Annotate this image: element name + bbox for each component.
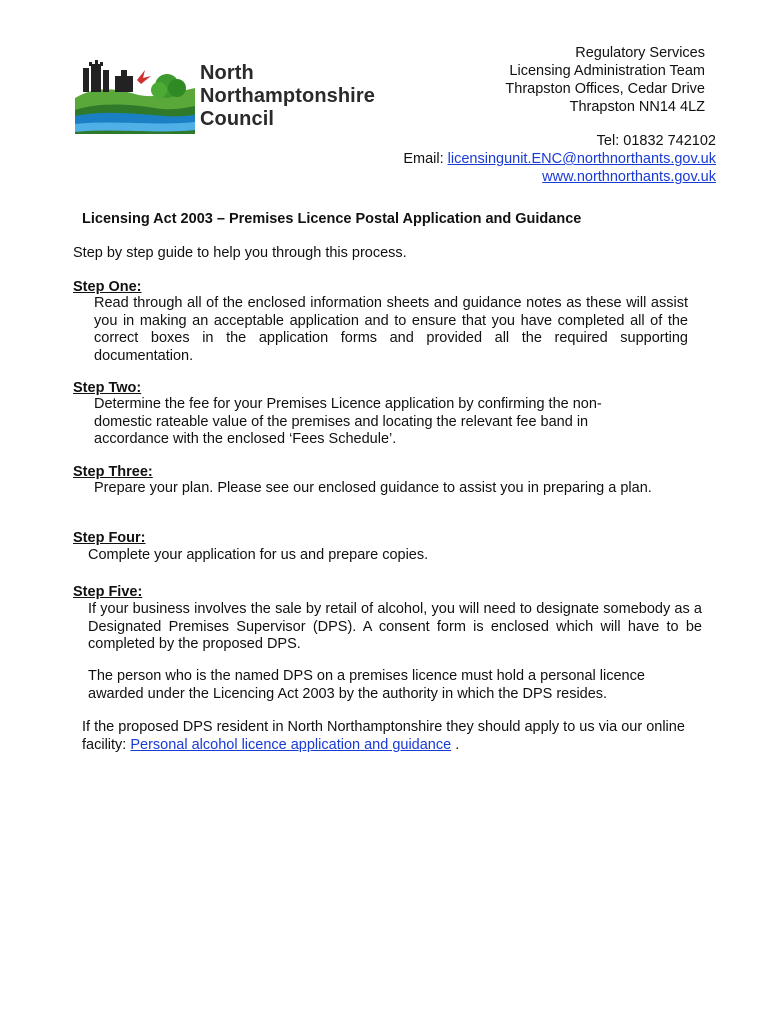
step-one-body: Read through all of the enclosed information sheets and guidance notes as these will assist you in making an acceptable application and to ensure that you have completed all of the correct boxes in the application forms and provided all the required supporting documentation. <box>94 295 688 364</box>
email-line <box>403 150 716 168</box>
step-one-heading: Step One: <box>73 279 142 295</box>
logo-line-1: North <box>200 62 254 84</box>
step-two-heading: Step Two: <box>73 380 142 396</box>
council-logo-wordmark <box>200 62 375 131</box>
step-two-body: Determine the fee for your Premises Licence application by confirming the non-domestic rateable value of the premises and locating the relevant fee band in accordance with the enclosed ‘Fees Schedule’. <box>94 396 602 447</box>
closing-paragraph <box>82 719 702 754</box>
council-logo-icon <box>75 58 195 134</box>
address-block <box>505 44 705 116</box>
closing-suffix: . <box>451 736 460 753</box>
step-five-body-dps: The person who is the named DPS on a premises licence must hold a personal licence awarded under the Licencing Act 2003 by the authority in which the DPS resides. <box>88 668 645 702</box>
email-link[interactable]: licensingunit.ENC@northnorthants.gov.uk <box>447 151 716 167</box>
step-three-body: Prepare your plan. Please see our enclosed guidance to assist you in preparing a plan. <box>94 480 652 496</box>
step-four-body: Complete your application for us and prepare copies. <box>88 547 429 563</box>
email-label: Email: <box>403 151 448 167</box>
document-title: Licensing Act 2003 – Premises Licence Postal Application and Guidance <box>82 211 582 227</box>
personal-licence-link[interactable]: Personal alcohol licence application and guidance <box>130 736 452 753</box>
step-five-heading: Step Five: <box>73 584 143 600</box>
logo-line-3: Council <box>200 108 275 130</box>
closing-text: If the proposed DPS resident in North Northamptonshire they should apply to us via our online facility: <box>82 719 685 753</box>
telephone: Tel: 01832 742102 <box>596 133 716 149</box>
address-line-1: Regulatory Services <box>575 45 705 61</box>
intro-text: Step by step guide to help you through this process. <box>73 245 407 261</box>
address-line-4: Thrapston NN14 4LZ <box>569 99 705 115</box>
step-four-heading: Step Four: <box>73 530 146 546</box>
step-five-body: If your business involves the sale by retail of alcohol, you will need to designate somebody as a Designated Premises Supervisor (DPS). A consent form is enclosed which will have to be completed by the proposed DPS. <box>88 601 702 652</box>
logo-line-2: Northamptonshire <box>200 85 375 107</box>
address-line-2: Licensing Administration Team <box>509 63 705 79</box>
website-link[interactable]: www.northnorthants.gov.uk <box>542 169 716 185</box>
step-three-heading: Step Three: <box>73 464 153 480</box>
contact-block <box>403 132 716 186</box>
address-line-3: Thrapston Offices, Cedar Drive <box>505 81 705 97</box>
council-logo <box>75 58 405 134</box>
